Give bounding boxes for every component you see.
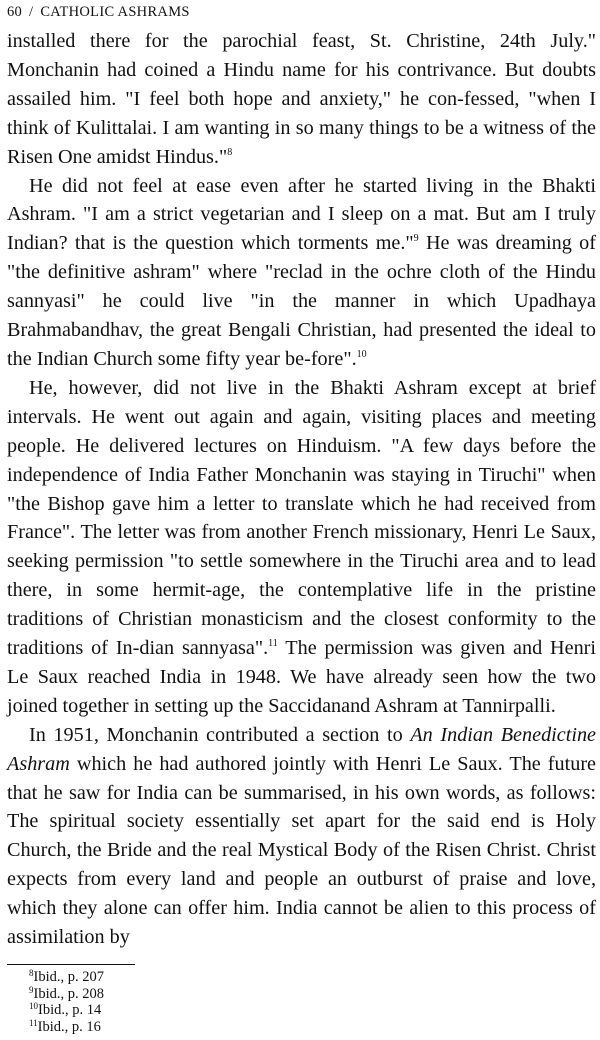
- footnotes: [29, 969, 596, 1035]
- paragraph: [7, 721, 596, 952]
- footnote-number: 11: [29, 1017, 38, 1028]
- footnote: [29, 1002, 596, 1019]
- footnote-text: Ibid., p. 208: [33, 985, 104, 1002]
- footnote-reference: 11: [268, 638, 278, 650]
- paragraph-text: He, however, did not live in the Bhakti Ashram except at brief intervals. He went out again and again, visiting places and meeting people. He delivered lectures on Hinduism. "A few days before the independence of India Father Monchanin was staying in Tiruchi" when "the Bishop gave him a letter to translate which he had received from France". The letter was from another French missionary, Henri Le Saux, seeking permission "to settle somewhere in the Tiruchi area and to lead there, in some hermit-age, the contemplative life in the pristine traditions of Christian monasticism and the closest conformity to the traditions of In-dian sannyasa".: [7, 376, 596, 660]
- footnote-text: Ibid., p. 16: [37, 1018, 101, 1035]
- paragraph: [7, 27, 596, 172]
- running-head: [7, 2, 596, 22]
- footnote-number: 8: [29, 968, 34, 978]
- paragraph-text: The permission was given and Henri Le Saux reached India in 1948. We have already seen how the two joined together in setting up the Saccidanand Ashram at Tannirpalli.: [7, 637, 596, 717]
- header-separator: /: [29, 4, 34, 20]
- footnote-text: Ibid., p. 207: [33, 969, 104, 985]
- paragraph: [7, 374, 596, 721]
- footnote-reference: 10: [356, 348, 367, 360]
- footnote-text: Ibid., p. 14: [38, 1002, 102, 1018]
- body-text: [7, 27, 596, 952]
- footnote-rule: [7, 964, 135, 965]
- paragraph-text: He did not feel at ease even after he started living in the Bhakti Ashram. "I am a strict vegetarian and I sleep on a mat. But am I truly Indian? that is the question which torments me.": [7, 174, 596, 255]
- footnote: [29, 969, 596, 986]
- footnote-reference: 8: [227, 146, 233, 158]
- book-title-italic: An Indian Benedictine Ashram: [7, 723, 597, 775]
- footnote: [29, 986, 596, 1003]
- paragraph: [7, 172, 596, 374]
- paragraph-text: He was dreaming of "the definitive ashram" where "reclad in the ochre cloth of the Hindu sannyasi" he could live "in the manner in which Upadhaya Brahmabandhav, the great Bengali Christian, had presented the ideal to the Indian Church some fifty year be-fore".: [7, 232, 596, 370]
- book-title: CATHOLIC ASHRAMS: [40, 4, 190, 20]
- footnote-reference: 9: [413, 233, 419, 245]
- paragraph-text: which he had authored jointly with Henri Le Saux. The future that he saw for India can be summarised, in his own words, as follows: The spiritual society essentially set apart for the said end is Holy Church, the Bride and the real Mystical Body of the Risen Christ. Christ expects from every land and people an outburst of praise and love, which they alone can offer him. India cannot be alien to this process of assimilation by: [7, 752, 596, 949]
- footnote: [29, 1019, 596, 1036]
- footnote-number: 9: [29, 984, 34, 995]
- paragraph-text: installed there for the parochial feast, St. Christine, 24th July." Monchanin had coined a Hindu name for his contrivance. But doubts assailed him. "I feel both hope and anxiety," he con-fessed, "when I think of Kulittalai. I am wanting in so many things to be a witness of the Risen One amidst Hindus.": [7, 30, 596, 168]
- page-number: 60: [7, 4, 23, 20]
- paragraph-text: In 1951, Monchanin contributed a section to: [29, 723, 411, 746]
- footnote-number: 10: [29, 1001, 38, 1011]
